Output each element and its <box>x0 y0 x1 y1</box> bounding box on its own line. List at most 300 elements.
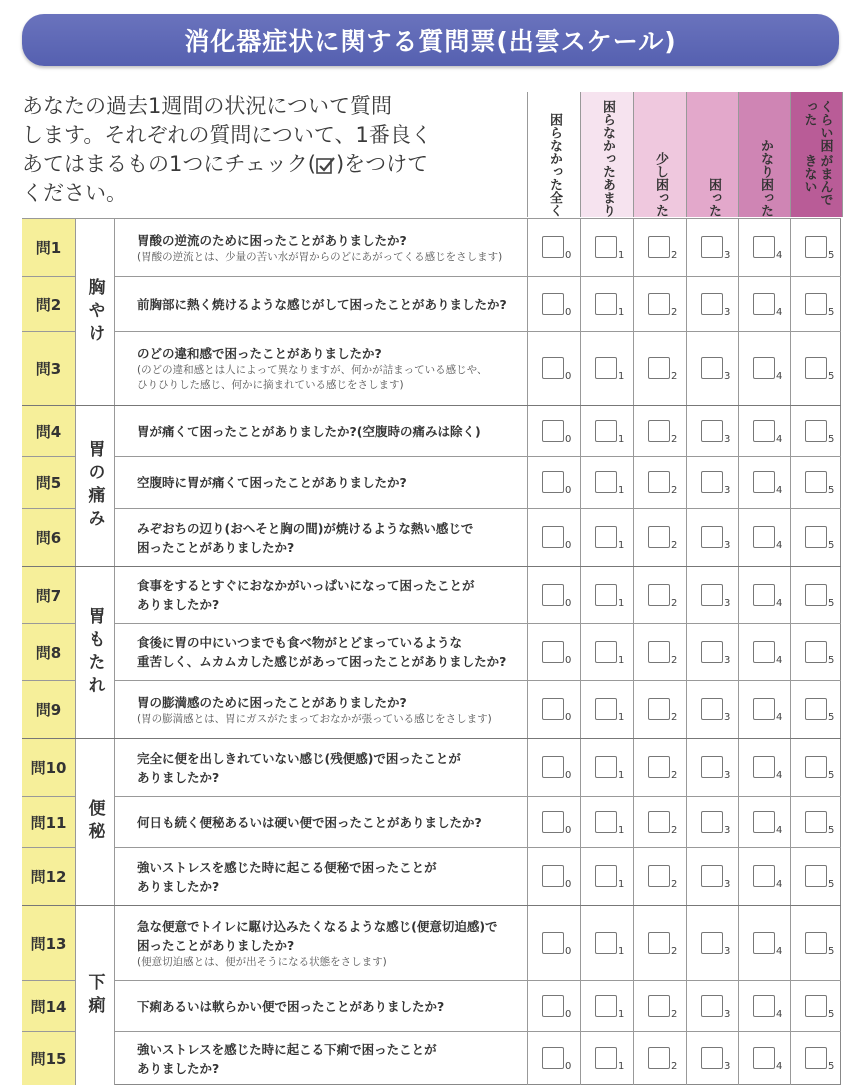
answer-checkbox[interactable] <box>595 811 617 833</box>
score-label: 0 <box>565 371 572 382</box>
question-number: 問12 <box>22 848 76 905</box>
answer-checkbox[interactable] <box>595 932 617 954</box>
question-line: 胃酸の逆流のために困ったことがありましたか? <box>137 232 407 248</box>
score-label: 5 <box>828 655 835 666</box>
score-label: 2 <box>671 1061 678 1072</box>
intro-line-3 <box>22 150 522 179</box>
answer-cell <box>527 567 580 623</box>
score-label: 5 <box>828 434 835 445</box>
answer-cell <box>790 739 843 796</box>
answer-checkbox[interactable] <box>595 236 617 258</box>
question-text <box>137 406 527 456</box>
score-label: 2 <box>671 540 678 551</box>
question-number: 問7 <box>22 567 76 623</box>
answer-checkbox[interactable] <box>542 865 564 887</box>
score-label: 5 <box>828 250 835 261</box>
question-number: 問10 <box>22 739 76 796</box>
answer-checkbox[interactable] <box>805 995 827 1017</box>
answer-checkbox[interactable] <box>805 932 827 954</box>
answer-cell <box>527 797 580 847</box>
answer-checkbox[interactable] <box>701 526 723 548</box>
answer-cell <box>686 906 739 980</box>
page-title: 消化器症状に関する質問票(出雲スケール) <box>22 14 839 66</box>
question-line: 胃の膨満感のために困ったことがありましたか? <box>137 694 407 710</box>
score-label: 0 <box>565 770 572 781</box>
answer-checkbox[interactable] <box>648 811 670 833</box>
answer-cell <box>686 509 739 566</box>
answer-cell <box>580 739 633 796</box>
answer-checkbox[interactable] <box>805 526 827 548</box>
column-header-line: 困らなかった <box>547 113 562 191</box>
answer-cell <box>790 406 843 456</box>
answer-checkbox[interactable] <box>648 756 670 778</box>
question-number: 問3 <box>22 332 76 405</box>
answer-cell <box>633 457 686 508</box>
answer-checkbox[interactable] <box>753 641 775 663</box>
answer-cell <box>738 981 791 1031</box>
answer-cell <box>580 848 633 905</box>
answer-cell <box>738 277 791 331</box>
answer-cell <box>580 981 633 1031</box>
question-row <box>22 847 841 905</box>
answer-checkbox[interactable] <box>753 293 775 315</box>
score-label: 0 <box>565 655 572 666</box>
answer-checkbox[interactable] <box>595 1047 617 1069</box>
answer-checkbox[interactable] <box>542 357 564 379</box>
answer-checkbox[interactable] <box>805 420 827 442</box>
answer-cell <box>527 981 580 1031</box>
answer-checkbox[interactable] <box>648 932 670 954</box>
answer-checkbox[interactable] <box>753 865 775 887</box>
question-number: 問11 <box>22 797 76 847</box>
question-text <box>137 277 527 331</box>
answer-checkbox[interactable] <box>805 811 827 833</box>
answer-cell <box>686 981 739 1031</box>
answer-checkbox[interactable] <box>701 584 723 606</box>
question-line: 重苦しく、ムカムカした感じがあって困ったことがありましたか? <box>137 654 507 669</box>
answer-checkbox[interactable] <box>648 293 670 315</box>
answer-cell <box>633 981 686 1031</box>
score-label: 1 <box>618 434 625 445</box>
question-line: 完全に便を出しきれていない感じ(残便感)で困ったことが <box>137 750 461 766</box>
score-label: 2 <box>671 250 678 261</box>
score-label: 0 <box>565 598 572 609</box>
answer-checkbox[interactable] <box>648 641 670 663</box>
answer-cell <box>580 277 633 331</box>
score-label: 0 <box>565 712 572 723</box>
score-label: 3 <box>724 655 731 666</box>
question-text <box>137 848 527 905</box>
answer-checkbox[interactable] <box>701 293 723 315</box>
answer-cell <box>580 1032 633 1085</box>
column-header-line: 少し困った <box>653 152 668 217</box>
group-divider <box>22 905 841 906</box>
answer-cell <box>686 406 739 456</box>
answer-checkbox[interactable] <box>701 932 723 954</box>
answer-checkbox[interactable] <box>648 698 670 720</box>
intro-line-4: ください。 <box>22 181 127 205</box>
answer-checkbox[interactable] <box>701 357 723 379</box>
answer-checkbox[interactable] <box>701 865 723 887</box>
answer-cell <box>527 624 580 680</box>
score-label: 0 <box>565 879 572 890</box>
answer-cell <box>633 332 686 405</box>
answer-cell <box>633 219 686 276</box>
answer-cell <box>790 567 843 623</box>
score-label: 2 <box>671 712 678 723</box>
intro-line-1: あなたの過去1週間の状況について質問 <box>22 94 392 118</box>
answer-checkbox[interactable] <box>542 584 564 606</box>
answer-cell <box>790 277 843 331</box>
question-text <box>137 906 527 980</box>
score-label: 0 <box>565 946 572 957</box>
answer-checkbox[interactable] <box>753 811 775 833</box>
score-label: 1 <box>618 879 625 890</box>
answer-cell <box>633 797 686 847</box>
answer-checkbox[interactable] <box>542 471 564 493</box>
answer-checkbox[interactable] <box>805 471 827 493</box>
question-line: 食事をするとすぐにおなかがいっぱいになって困ったことが <box>137 578 475 593</box>
answer-checkbox[interactable] <box>648 865 670 887</box>
answer-cell <box>686 219 739 276</box>
answer-cell <box>633 906 686 980</box>
score-label: 3 <box>724 250 731 261</box>
answer-checkbox[interactable] <box>542 1047 564 1069</box>
answer-checkbox[interactable] <box>542 420 564 442</box>
answer-checkbox[interactable] <box>753 526 775 548</box>
answer-cell <box>580 906 633 980</box>
question-line: 空腹時に胃が痛くて困ったことがありましたか? <box>137 475 407 490</box>
question-row <box>22 566 841 623</box>
column-header-text <box>705 100 721 217</box>
answer-checkbox[interactable] <box>701 811 723 833</box>
score-label: 3 <box>724 825 731 836</box>
answer-cell <box>738 406 791 456</box>
column-header-line: がまんできない <box>801 154 833 206</box>
answer-cell <box>738 457 791 508</box>
question-note: (のどの違和感とは人によって異なりますが、何かが詰まっている感じや、 <box>137 364 488 376</box>
symptom-group <box>75 739 115 905</box>
answer-cell <box>738 797 791 847</box>
answer-checkbox[interactable] <box>805 293 827 315</box>
answer-checkbox[interactable] <box>648 236 670 258</box>
answer-cell <box>633 739 686 796</box>
answer-checkbox[interactable] <box>753 236 775 258</box>
answer-checkbox[interactable] <box>805 865 827 887</box>
answer-checkbox[interactable] <box>595 698 617 720</box>
answer-checkbox[interactable] <box>805 698 827 720</box>
answer-cell <box>790 509 843 566</box>
question-line: ありましたか? <box>137 597 220 612</box>
answer-cell <box>738 624 791 680</box>
answer-checkbox[interactable] <box>542 995 564 1017</box>
answer-checkbox[interactable] <box>595 641 617 663</box>
answer-cell <box>580 332 633 405</box>
question-number: 問5 <box>22 457 76 508</box>
score-label: 4 <box>776 371 783 382</box>
column-header-2 <box>633 92 686 217</box>
question-number: 問13 <box>22 906 76 980</box>
score-label: 2 <box>671 598 678 609</box>
column-header-5 <box>790 92 843 217</box>
question-note: (胃の膨満感とは、胃にガスがたまっておなかが張っている感じをさします) <box>137 712 492 725</box>
question-line: のどの違和感で困ったことがありましたか? <box>137 346 382 361</box>
question-number: 問14 <box>22 981 76 1031</box>
column-header-text <box>599 100 615 217</box>
question-row <box>22 508 841 566</box>
answer-cell <box>790 906 843 980</box>
score-label: 0 <box>565 307 572 318</box>
question-line: 下痢あるいは軟らかい便で困ったことがありましたか? <box>137 998 445 1014</box>
question-number: 問4 <box>22 406 76 456</box>
answer-checkbox[interactable] <box>701 995 723 1017</box>
answer-cell <box>738 681 791 738</box>
answer-checkbox[interactable] <box>595 756 617 778</box>
score-label: 4 <box>776 540 783 551</box>
question-text <box>137 797 527 847</box>
question-line: 前胸部に熱く焼けるような感じがして困ったことがありましたか? <box>137 296 507 312</box>
question-number: 問9 <box>22 681 76 738</box>
score-label: 5 <box>828 879 835 890</box>
question-row <box>22 405 841 456</box>
column-header-line: 全く <box>547 191 562 217</box>
score-label: 2 <box>671 655 678 666</box>
column-header-line: あまり <box>600 178 615 217</box>
answer-cell <box>527 509 580 566</box>
column-header-1 <box>580 92 633 217</box>
answer-cell <box>738 219 791 276</box>
answer-cell <box>580 797 633 847</box>
answer-cell <box>790 681 843 738</box>
question-line: 強いストレスを感じた時に起こる便秘で困ったことが <box>137 859 437 875</box>
score-label: 1 <box>618 371 625 382</box>
question-line: 困ったことがありましたか? <box>137 937 295 953</box>
answer-cell <box>686 1032 739 1085</box>
answer-cell <box>686 567 739 623</box>
question-note: (胃酸の逆流とは、少量の苦い水が胃からのどにあがってくる感じをさします) <box>137 250 503 263</box>
answer-checkbox[interactable] <box>753 698 775 720</box>
score-label: 2 <box>671 307 678 318</box>
question-number: 問1 <box>22 219 76 276</box>
intro-line-3a: あてはまるもの1つにチェック( <box>22 152 316 176</box>
question-line: ありましたか? <box>137 878 220 894</box>
answer-checkbox[interactable] <box>595 995 617 1017</box>
answer-cell <box>738 332 791 405</box>
answer-checkbox[interactable] <box>753 357 775 379</box>
score-label: 3 <box>724 540 731 551</box>
answer-cell <box>580 219 633 276</box>
answer-checkbox[interactable] <box>753 471 775 493</box>
answer-checkbox[interactable] <box>595 293 617 315</box>
answer-cell <box>738 906 791 980</box>
score-label: 5 <box>828 307 835 318</box>
score-label: 0 <box>565 485 572 496</box>
column-header-text <box>652 100 668 217</box>
symptom-group <box>75 406 115 566</box>
symptom-group-label: 胃もたれ <box>84 606 105 699</box>
column-header-line: くらい困った <box>801 100 833 152</box>
answer-checkbox[interactable] <box>595 471 617 493</box>
score-label: 3 <box>724 879 731 890</box>
symptom-group-label: 胸やけ <box>84 277 105 347</box>
check-box-icon <box>316 156 336 174</box>
answer-checkbox[interactable] <box>648 471 670 493</box>
question-text <box>137 681 527 738</box>
answer-checkbox[interactable] <box>805 756 827 778</box>
answer-checkbox[interactable] <box>701 471 723 493</box>
question-line: みぞおちの辺り(おへそと胸の間)が焼けるような熱い感じで <box>137 520 474 536</box>
answer-checkbox[interactable] <box>753 420 775 442</box>
answer-checkbox[interactable] <box>753 756 775 778</box>
score-label: 3 <box>724 598 731 609</box>
answer-checkbox[interactable] <box>805 1047 827 1069</box>
question-text <box>137 219 527 276</box>
answer-cell <box>527 406 580 456</box>
answer-cell <box>527 848 580 905</box>
answer-cell <box>633 848 686 905</box>
question-number: 問8 <box>22 624 76 680</box>
answer-cell <box>633 406 686 456</box>
question-text <box>137 457 527 508</box>
answer-checkbox[interactable] <box>648 526 670 548</box>
question-row <box>22 1031 841 1085</box>
answer-checkbox[interactable] <box>542 641 564 663</box>
question-line: 食後に胃の中にいつまでも食べ物がとどまっているような <box>137 635 463 650</box>
answer-checkbox[interactable] <box>753 584 775 606</box>
answer-checkbox[interactable] <box>595 357 617 379</box>
question-line: 急な便意でトイレに駆け込みたくなるような感じ(便意切迫感)で <box>137 918 498 934</box>
intro-line-3b: )をつけて <box>335 152 429 176</box>
score-label: 0 <box>565 250 572 261</box>
score-label: 5 <box>828 712 835 723</box>
score-label: 2 <box>671 946 678 957</box>
answer-cell <box>580 567 633 623</box>
answer-cell <box>527 457 580 508</box>
answer-checkbox[interactable] <box>753 932 775 954</box>
answer-cell <box>790 219 843 276</box>
question-line: 何日も続く便秘あるいは硬い便で困ったことがありましたか? <box>137 814 482 830</box>
symptom-group-label: 下痢 <box>84 972 105 1019</box>
answer-checkbox[interactable] <box>648 584 670 606</box>
answer-checkbox[interactable] <box>542 811 564 833</box>
question-row <box>22 980 841 1031</box>
answer-checkbox[interactable] <box>542 698 564 720</box>
score-label: 4 <box>776 770 783 781</box>
answer-checkbox[interactable] <box>805 641 827 663</box>
score-label: 4 <box>776 825 783 836</box>
question-row <box>22 623 841 680</box>
answer-cell <box>633 509 686 566</box>
symptom-group <box>75 906 115 1085</box>
score-label: 5 <box>828 371 835 382</box>
question-line: 強いストレスを感じた時に起こる下痢で困ったことが <box>137 1041 437 1057</box>
score-label: 3 <box>724 371 731 382</box>
group-divider <box>22 738 841 739</box>
column-header-0 <box>527 92 580 217</box>
answer-checkbox[interactable] <box>701 236 723 258</box>
score-label: 1 <box>618 1061 625 1072</box>
question-text <box>137 1032 527 1085</box>
answer-cell <box>686 332 739 405</box>
score-label: 0 <box>565 825 572 836</box>
score-label: 3 <box>724 770 731 781</box>
score-label: 4 <box>776 1009 783 1020</box>
symptom-group-label: 胃の痛み <box>84 440 105 532</box>
score-label: 3 <box>724 712 731 723</box>
answer-cell <box>686 848 739 905</box>
score-label: 5 <box>828 946 835 957</box>
answer-cell <box>527 906 580 980</box>
answer-checkbox[interactable] <box>753 995 775 1017</box>
answer-checkbox[interactable] <box>542 526 564 548</box>
answer-cell <box>633 681 686 738</box>
answer-checkbox[interactable] <box>753 1047 775 1069</box>
score-label: 4 <box>776 712 783 723</box>
answer-cell <box>790 848 843 905</box>
score-label: 2 <box>671 1009 678 1020</box>
answer-checkbox[interactable] <box>648 420 670 442</box>
column-header-line: 困った <box>706 178 721 217</box>
question-row <box>22 796 841 847</box>
question-row <box>22 218 841 276</box>
answer-checkbox[interactable] <box>701 641 723 663</box>
answer-cell <box>580 406 633 456</box>
answer-cell <box>790 797 843 847</box>
answer-checkbox[interactable] <box>701 698 723 720</box>
answer-checkbox[interactable] <box>542 293 564 315</box>
question-row <box>22 738 841 796</box>
answer-checkbox[interactable] <box>595 584 617 606</box>
answer-checkbox[interactable] <box>805 357 827 379</box>
answer-checkbox[interactable] <box>542 932 564 954</box>
answer-cell <box>790 332 843 405</box>
score-label: 4 <box>776 1061 783 1072</box>
score-label: 0 <box>565 434 572 445</box>
answer-checkbox[interactable] <box>542 756 564 778</box>
answer-cell <box>580 681 633 738</box>
question-line: 困ったことがありましたか? <box>137 539 295 555</box>
score-label: 1 <box>618 770 625 781</box>
answer-checkbox[interactable] <box>595 865 617 887</box>
answer-checkbox[interactable] <box>542 236 564 258</box>
answer-checkbox[interactable] <box>701 1047 723 1069</box>
answer-cell <box>738 509 791 566</box>
answer-checkbox[interactable] <box>648 1047 670 1069</box>
score-label: 2 <box>671 371 678 382</box>
score-label: 0 <box>565 1061 572 1072</box>
answer-checkbox[interactable] <box>648 995 670 1017</box>
answer-checkbox[interactable] <box>805 584 827 606</box>
score-label: 5 <box>828 1061 835 1072</box>
answer-cell <box>633 624 686 680</box>
answer-checkbox[interactable] <box>701 420 723 442</box>
answer-checkbox[interactable] <box>595 526 617 548</box>
answer-cell <box>527 739 580 796</box>
score-label: 1 <box>618 1009 625 1020</box>
score-label: 4 <box>776 307 783 318</box>
score-label: 3 <box>724 307 731 318</box>
question-text <box>137 739 527 796</box>
answer-cell <box>686 457 739 508</box>
question-note: (便意切迫感とは、便が出そうになる状態をさします) <box>137 955 387 968</box>
column-header-line: かなり困った <box>758 139 773 217</box>
answer-checkbox[interactable] <box>805 236 827 258</box>
answer-checkbox[interactable] <box>648 357 670 379</box>
column-header-3 <box>686 92 739 217</box>
score-label: 4 <box>776 879 783 890</box>
answer-checkbox[interactable] <box>701 756 723 778</box>
answer-checkbox[interactable] <box>595 420 617 442</box>
